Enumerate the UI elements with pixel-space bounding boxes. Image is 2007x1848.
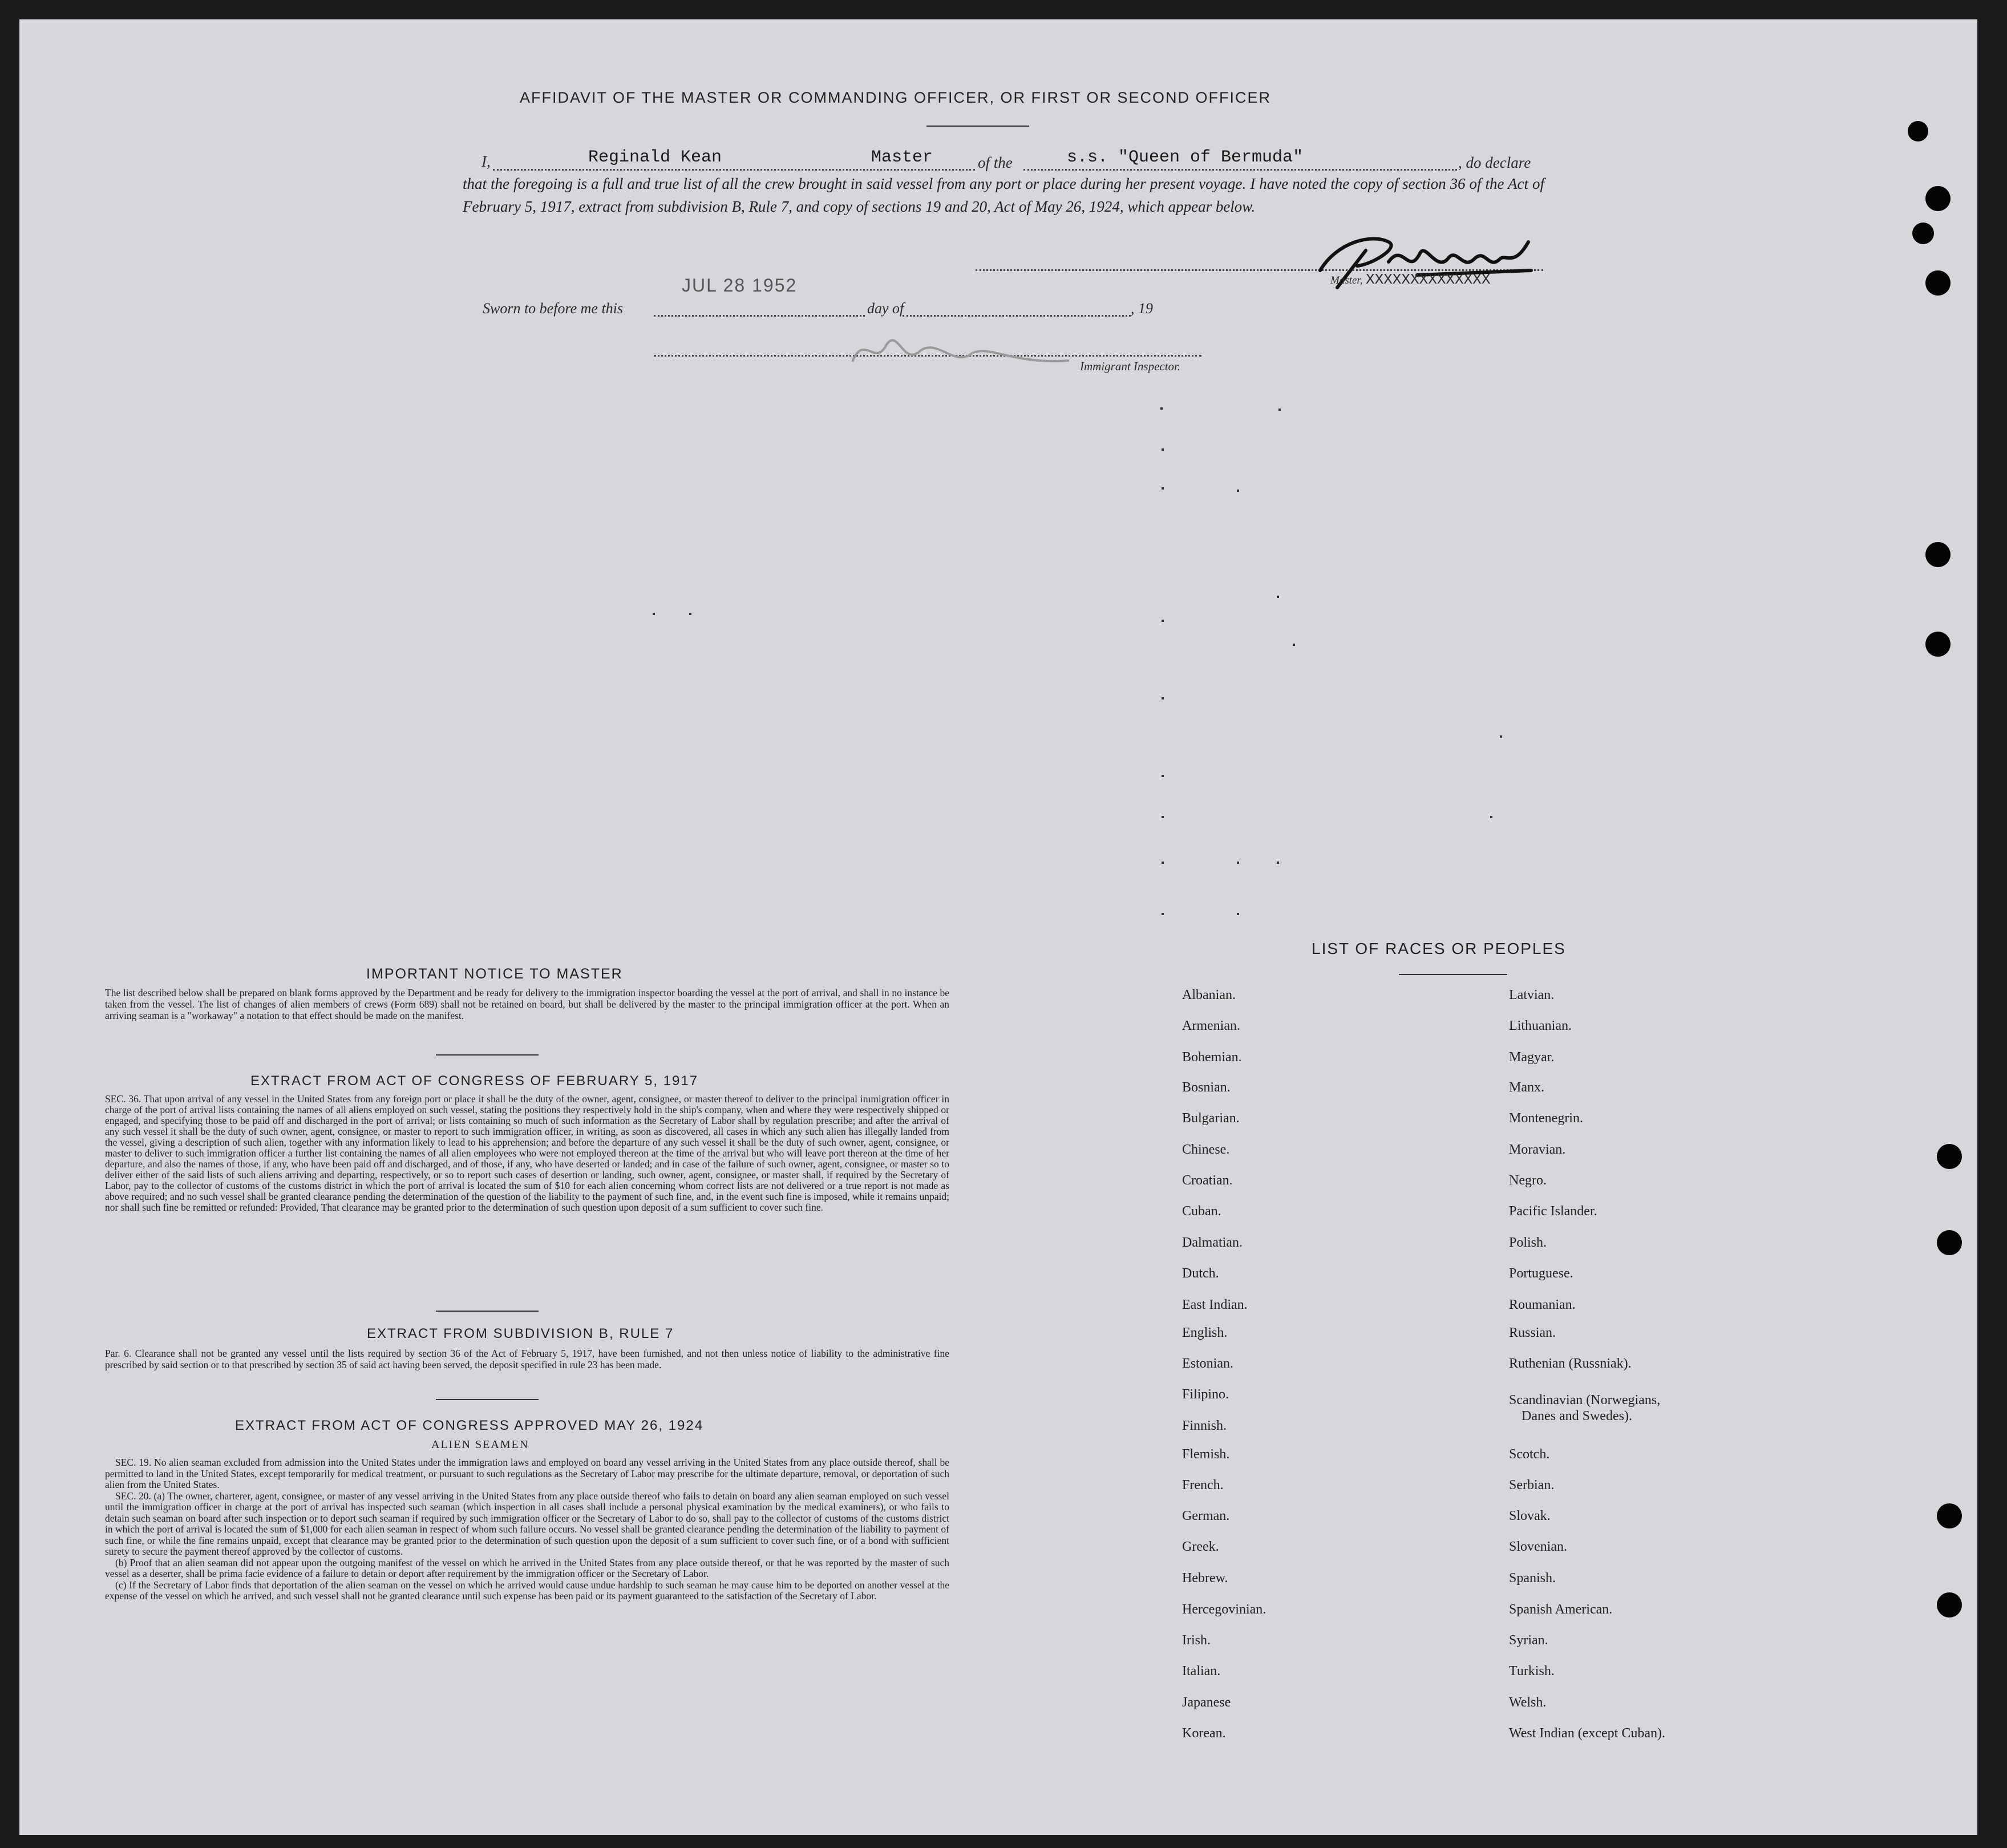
race-item: Hercegovinian. (1182, 1602, 1266, 1617)
subdivision-b-divider (436, 1399, 539, 1400)
year-label: , 19 (1131, 300, 1153, 317)
race-item: Dalmatian. (1182, 1235, 1243, 1250)
scan-speck (1162, 816, 1164, 818)
document-page (19, 19, 1977, 1835)
sworn-label: Sworn to before me this (483, 300, 624, 317)
race-item: Russian. (1509, 1325, 1556, 1340)
race-item: Portuguese. (1509, 1266, 1573, 1281)
race-item: Manx. (1509, 1080, 1544, 1095)
race-item: Syrian. (1509, 1633, 1548, 1648)
race-item: Pacific Islander. (1509, 1204, 1597, 1219)
affidavit-body: that the foregoing is a full and true list of all the crew brought in said vessel from any port or place during her present voyage. I have noted the copy of section 36 of the Act of February 5, 1917, extract from subdivision B, Rule 7, and copy of sections 19 and 20, Act of May 26, 1924, which appear below. (463, 175, 1544, 215)
section-20b: (b) Proof that an alien seaman did not appear upon the outgoing manifest of the vessel on which he arrived in the United States from any place outside thereof, or that he was reported by the master of such vessel as a deserter, shall be prima facie evidence of a failure to detain or deport after requirement by the immigration officer or the Secretary of Labor. (105, 1556, 949, 1579)
do-declare-label: , do declare (1458, 154, 1531, 171)
scan-speck (1490, 816, 1492, 818)
inspector-signature (841, 327, 1081, 373)
inspector-signature-drawing (841, 327, 1081, 373)
extract-1917-body: SEC. 36. That upon arrival of any vessel in the United States from any foreign port or place it shall be the duty of the owner, agent, consignee, or master thereof to deliver to the principal immigration officer in charge of the port of arrival lists containing the names of all aliens employed on such vessel, stating the positions they respectively hold in the ship's company, when and where they were respectively shipped or engaged, and specifying those to be paid off and discharged in the port of arrival; or lists containing so much of such information as the Secretary of Labor shall by regulation prescribe; and after the arrival of any such vessel it shall be the duty of such owner, agent, consignee, or master to report to such immigration officer, in writing, as soon as discovered, all cases in which any such alien has illegally landed from the vessel, giving a description of such alien, together with any information likely to lead to his apprehension; and before the departure of any such vessel it shall be the duty of such owner, agent, consignee, or master to deliver to such immigration officer a further list containing the names of all alien employees who were not employed thereon at the time of the arrival but who will leave port thereon at the time of her departure, and also the names of those, if any, who have been paid off and discharged, and of those, if any, who have deserted or landed; and in case of the failure of such owner, agent, consignee, or master so to deliver either of the said lists of such aliens arriving and departing, respectively, or so to report such cases of desertion or landing, such owner, agent, consignee, or master shall, if required by the Secretary of Labor, pay to the collector of customs of the customs district in which the port of arrival is located the sum of $10 for each alien concerning whom correct lists are not delivered or a true report is not made as above required; and no such vessel shall be granted clearance pending the determination of the question of the liability to the payment of such fine, and, in the event such fine is imposed, while it remains unpaid; nor shall such fine be remitted or refunded: Provided, That clearance may be granted prior to the determination of such question upon deposit of a sum sufficient to cover such fine. (105, 1093, 949, 1213)
notice-divider (436, 1054, 539, 1056)
race-item: Latvian. (1509, 988, 1555, 1002)
title-divider (926, 126, 1029, 127)
race-item: Greek. (1182, 1539, 1219, 1554)
race-item: East Indian. (1182, 1297, 1248, 1312)
race-item: Negro. (1509, 1173, 1547, 1188)
notice-title: IMPORTANT NOTICE TO MASTER (366, 966, 623, 982)
date-stamp: JUL 28 1952 (682, 275, 798, 296)
extract-1924-title: EXTRACT FROM ACT OF CONGRESS APPROVED MAY 26, 1924 (235, 1418, 704, 1433)
race-item: Serbian. (1509, 1478, 1555, 1493)
master-name: Reginald Kean (588, 148, 722, 167)
race-item: Croatian. (1182, 1173, 1233, 1188)
notice-body: The list described below shall be prepared on blank forms approved by the Department and be ready for delivery to the immigration inspector boarding the vessel at the port of arrival, and shall in no instance be taken from the vessel. The list of changes of alien members of crews (Form 689) shall not be retained on board, but shall be delivered by the master to the principal immigration officer at the port. When an arriving seaman is a "workaway" a notation to that effect should be made on the manifest. (105, 987, 949, 1021)
race-item: Bohemian. (1182, 1050, 1242, 1065)
scan-speck (1160, 407, 1163, 410)
race-item: Irish. (1182, 1633, 1211, 1648)
race-item: Flemish. (1182, 1447, 1230, 1462)
sworn-day-line (654, 315, 865, 317)
affidavit-title: AFFIDAVIT OF THE MASTER OR COMMANDING OFFICER, OR FIRST OR SECOND OFFICER (520, 89, 1272, 106)
race-item: Armenian. (1182, 1018, 1240, 1033)
day-of-label: day of (867, 300, 904, 317)
race-item: Filipino. (1182, 1387, 1229, 1402)
extract-1917-divider (436, 1311, 539, 1312)
race-item: Bosnian. (1182, 1080, 1231, 1095)
scan-speck (1277, 596, 1279, 598)
subdivision-b-title: EXTRACT FROM SUBDIVISION B, RULE 7 (367, 1326, 674, 1341)
scan-speck (1162, 448, 1164, 451)
vessel-line (1023, 169, 1457, 171)
race-item: Polish. (1509, 1235, 1547, 1250)
extract-1917-title: EXTRACT FROM ACT OF CONGRESS OF FEBRUARY 5, 1917 (250, 1073, 699, 1089)
subdivision-b-body: Par. 6. Clearance shall not be granted any vessel until the lists required by section 36 of the Act of February 5, 1917, have been furnished, and not then unless notice of liability to the administrative fine prescribed by said section or to that prescribed by section 35 of said act having been served, the deposit specified in rule 23 has been made. (105, 1348, 949, 1370)
scan-speck (1277, 862, 1279, 864)
race-item: Slovenian. (1509, 1539, 1567, 1554)
race-item: German. (1182, 1509, 1230, 1523)
section-20a: SEC. 20. (a) The owner, charterer, agent, consignee, or master of any vessel arriving in the United States from any place outside thereof who fails to detain on board any alien seaman employed on such vessel until the immigration officer in charge at the port of arrival has inspected such seaman (which inspection in all cases shall include a personal physical examination by the medical examiners), or who fails to detain such seaman on board after such inspection or to deport such seaman if required by such immigration officer or the Secretary of Labor to do so, shall pay to the collector of customs of the customs district in which the port of arrival is located the sum of $1,000 for each alien seaman in respect of whom such failure occurs. No vessel shall be granted clearance pending the determination of the liability to payment of such fine, or while the fine remains unpaid, except that clearance may be granted prior to the determination of such question upon the deposit of a sum sufficient to cover such fine, or of a bond with sufficient surety to secure the payment thereof approved by the collector of customs. (105, 1490, 949, 1557)
scan-speck (1162, 487, 1164, 490)
race-item: Korean. (1182, 1726, 1226, 1741)
race-item: Bulgarian. (1182, 1111, 1240, 1126)
race-item: Roumanian. (1509, 1297, 1576, 1312)
scan-speck (1237, 490, 1239, 492)
race-item: Albanian. (1182, 988, 1236, 1002)
binder-hole (1925, 542, 1951, 567)
races-title: LIST OF RACES OR PEOPLES (1312, 940, 1566, 957)
binder-hole (1925, 186, 1951, 211)
race-item: Turkish. (1509, 1664, 1555, 1679)
master-title-label: Master, (1330, 274, 1363, 286)
extract-1924-body (105, 1457, 949, 1602)
scan-speck (1162, 913, 1164, 915)
rank-value: Master (871, 148, 933, 167)
race-item: Danes and Swedes). (1522, 1409, 1632, 1424)
sworn-month-line (903, 315, 1131, 317)
races-divider (1399, 974, 1507, 975)
race-item: Finnish. (1182, 1418, 1227, 1433)
binder-hole (1937, 1230, 1962, 1255)
binder-hole (1912, 223, 1934, 244)
race-item: Cuban. (1182, 1204, 1221, 1219)
section-19: SEC. 19. No alien seaman excluded from admission into the United States under the immigration laws and employed on board any vessel arriving in the United States from any place outside thereof, shall be permitted to land in the United States, except temporarily for medical treatment, or pursuant to such regulations as the Secretary of Labor may prescribe for the ultimate departure, removal, or deportation of such alien from the United States. (105, 1457, 949, 1490)
scan-speck (1500, 735, 1502, 738)
scan-speck (653, 613, 655, 615)
race-item: Chinese. (1182, 1142, 1230, 1157)
race-item: West Indian (except Cuban). (1509, 1726, 1665, 1741)
scan-speck (1162, 697, 1164, 699)
struck-officer-titles: XXXXXXXXXXXXXX (1366, 271, 1491, 288)
race-item: Spanish American. (1509, 1602, 1613, 1617)
binder-hole (1937, 1144, 1962, 1169)
inspector-label: Immigrant Inspector. (1080, 359, 1181, 373)
race-item: Scandinavian (Norwegians, (1509, 1393, 1661, 1408)
race-item: Italian. (1182, 1664, 1221, 1679)
scan-speck (1237, 862, 1239, 864)
race-item: English. (1182, 1325, 1228, 1340)
race-item: Welsh. (1509, 1695, 1547, 1710)
of-the-label: of the (978, 154, 1013, 171)
race-item: Spanish. (1509, 1571, 1556, 1586)
scan-speck (1162, 620, 1164, 622)
scan-speck (1237, 913, 1239, 915)
race-item: Scotch. (1509, 1447, 1550, 1462)
race-item: French. (1182, 1478, 1224, 1493)
scan-speck (1162, 862, 1164, 864)
race-item: Estonian. (1182, 1356, 1233, 1371)
scan-speck (1278, 409, 1281, 411)
binder-hole (1925, 632, 1951, 657)
race-item: Moravian. (1509, 1142, 1566, 1157)
scan-speck (689, 613, 691, 615)
scan-speck (1162, 775, 1164, 777)
name-line (493, 169, 975, 171)
race-item: Ruthenian (Russniak). (1509, 1356, 1632, 1371)
alien-seamen-subtitle: ALIEN SEAMEN (431, 1438, 529, 1451)
vessel-name: s.s. "Queen of Bermuda" (1067, 148, 1304, 167)
race-item: Slovak. (1509, 1509, 1551, 1523)
scan-speck (1293, 644, 1295, 646)
binder-hole (1925, 270, 1951, 296)
race-item: Magyar. (1509, 1050, 1555, 1065)
binder-hole (1937, 1592, 1962, 1617)
race-item: Japanese (1182, 1695, 1231, 1710)
binder-hole (1937, 1503, 1962, 1528)
section-20c: (c) If the Secretary of Labor finds that deportation of the alien seaman on the vessel on which he arrived would cause undue hardship to such seaman he may cause him to be deported on another vessel at the expense of the vessel on which he arrived, and such vessel shall not be granted clearance until such expense has been paid or its payment guaranteed to the satisfaction of the Secretary of Labor. (105, 1579, 949, 1602)
race-item: Montenegrin. (1509, 1111, 1583, 1126)
i-label: I, (481, 153, 491, 170)
race-item: Lithuanian. (1509, 1018, 1572, 1033)
race-item: Dutch. (1182, 1266, 1219, 1281)
race-item: Hebrew. (1182, 1571, 1228, 1586)
binder-hole (1908, 121, 1928, 141)
